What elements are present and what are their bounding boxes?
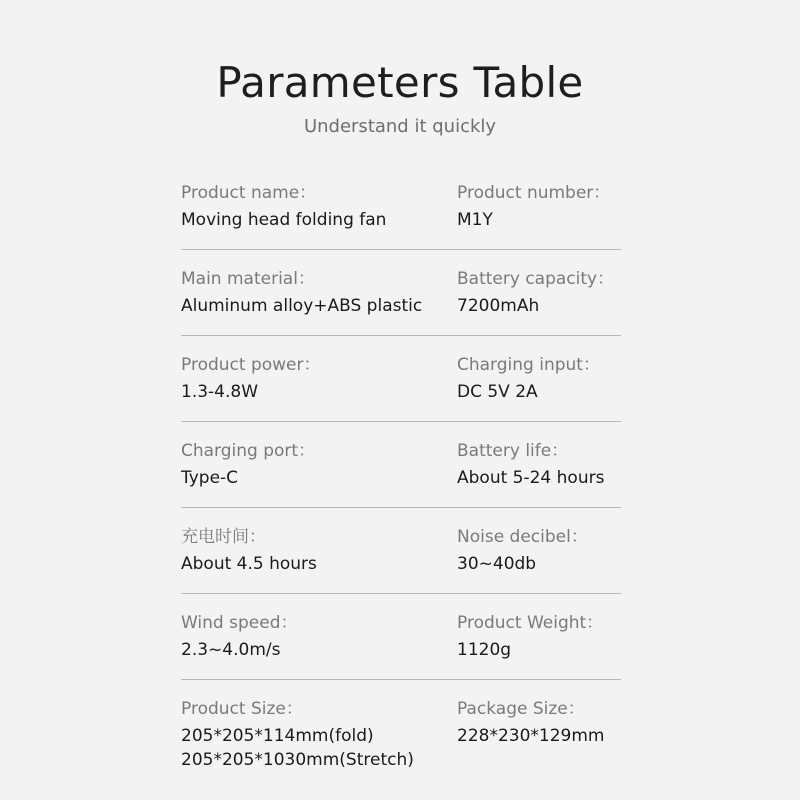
param-value: DC 5V 2A xyxy=(457,382,538,402)
param-value-secondary: 205*205*1030mm(Stretch) xyxy=(181,750,414,770)
param-label: Product Size： xyxy=(181,699,303,719)
param-label: Battery life： xyxy=(457,441,569,461)
param-value: Moving head folding fan xyxy=(181,210,387,230)
param-cell-charging-port xyxy=(181,440,451,491)
page-subtitle: Understand it quickly xyxy=(303,116,497,137)
param-cell-battery-capacity xyxy=(457,268,627,319)
param-label: Product name： xyxy=(181,183,317,203)
param-value: 7200mAh xyxy=(457,296,540,316)
param-value: Type-C xyxy=(181,468,239,488)
param-cell-main-material xyxy=(181,268,451,319)
param-cell-battery-life xyxy=(457,440,627,491)
param-label: Charging input： xyxy=(457,355,600,375)
param-cell-product-number xyxy=(457,182,627,233)
param-label: 充电时间： xyxy=(181,527,266,547)
param-label: Package Size： xyxy=(457,699,585,719)
param-cell-product-weight xyxy=(457,612,627,663)
param-cell-wind-speed xyxy=(181,612,451,663)
param-label: Product number： xyxy=(457,183,611,203)
param-value: 1.3-4.8W xyxy=(181,382,259,402)
param-value: About 4.5 hours xyxy=(181,554,317,574)
table-row xyxy=(181,594,621,680)
param-value: 2.3~4.0m/s xyxy=(181,640,281,660)
param-cell-product-name xyxy=(181,182,451,233)
param-cell-product-power xyxy=(181,354,451,405)
table-row xyxy=(181,680,621,790)
param-label: Main material： xyxy=(181,269,315,289)
param-label: Battery capacity： xyxy=(457,269,615,289)
param-cell-charging-input xyxy=(457,354,627,405)
param-label: Charging port： xyxy=(181,441,316,461)
param-cell-charging-time xyxy=(181,526,451,577)
table-row xyxy=(181,508,621,594)
table-row xyxy=(181,422,621,508)
param-value: About 5-24 hours xyxy=(457,468,605,488)
param-value: 228*230*129mm xyxy=(457,726,605,746)
page-title: Parameters Table xyxy=(216,58,584,107)
param-label: Wind speed： xyxy=(181,613,298,633)
param-value: 1120g xyxy=(457,640,512,660)
table-row xyxy=(181,250,621,336)
parameters-table xyxy=(181,164,621,790)
table-row xyxy=(181,164,621,250)
param-value: 30~40db xyxy=(457,554,537,574)
param-value: 205*205*114mm(fold) xyxy=(181,726,374,746)
param-value: Aluminum alloy+ABS plastic xyxy=(181,296,423,316)
table-row xyxy=(181,336,621,422)
param-cell-package-size xyxy=(457,698,627,749)
param-cell-noise-decibel xyxy=(457,526,627,577)
param-cell-product-size xyxy=(181,698,451,771)
param-label: Product power： xyxy=(181,355,321,375)
param-value: M1Y xyxy=(457,210,493,230)
param-label: Noise decibel： xyxy=(457,527,588,547)
param-label: Product Weight： xyxy=(457,613,604,633)
